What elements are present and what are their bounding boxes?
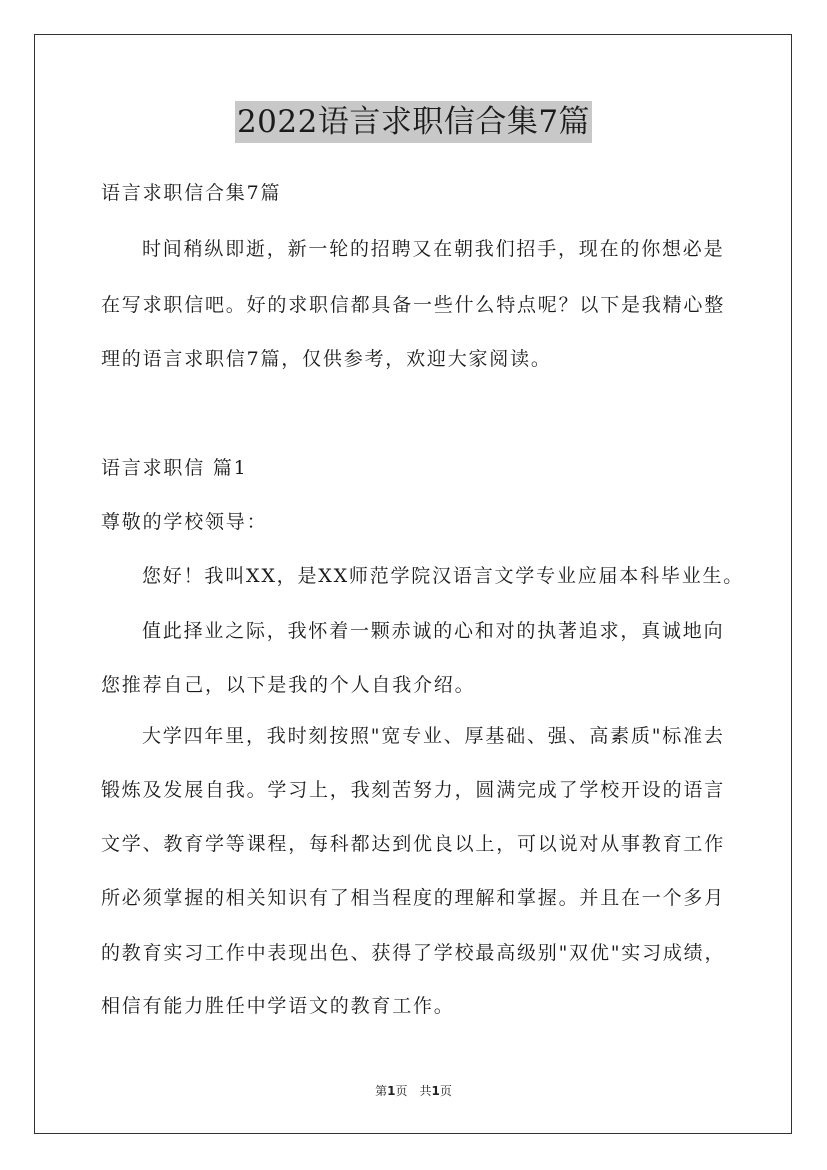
- paragraph-line: 时间稍纵即逝，新一轮的招聘又在朝我们招手，现在的你想必是: [142, 238, 725, 260]
- page-total: 1: [431, 1084, 440, 1098]
- paragraph-line: 锻炼及发展自我。学习上，我刻苦努力，圆满完成了学校开设的语言: [101, 779, 726, 801]
- page-footer: [0, 1083, 827, 1099]
- salutation: 尊敬的学校领导：: [101, 511, 268, 533]
- paragraph-line: 相信有能力胜任中学语文的教育工作。: [101, 995, 455, 1017]
- paragraph-line: 理的语言求职信7篇，仅供参考，欢迎大家阅读。: [101, 348, 552, 370]
- document-title: 2022语言求职信合集7篇: [235, 101, 592, 143]
- subtitle: 语言求职信合集7篇: [101, 182, 282, 204]
- page-mid: 页 共: [395, 1084, 432, 1098]
- paragraph-line: 所必须掌握的相关知识有了相当程度的理解和掌握。并且在一个多月: [101, 887, 726, 909]
- paragraph-line: 大学四年里，我时刻按照"宽专业、厚基础、强、高素质"标准去: [142, 725, 725, 747]
- paragraph-line: 在写求职信吧。好的求职信都具备一些什么特点呢？以下是我精心整: [101, 294, 726, 316]
- paragraph-line: 您好！我叫XX，是XX师范学院汉语言文学专业应届本科毕业生。: [142, 565, 745, 587]
- paragraph-line: 的教育实习工作中表现出色、获得了学校最高级别"双优"实习成绩，: [101, 942, 726, 964]
- paragraph-line: 您推荐自己，以下是我的个人自我介绍。: [101, 674, 476, 696]
- page-suffix: 页: [439, 1084, 452, 1098]
- section-heading: 语言求职信 篇1: [101, 457, 248, 479]
- paragraph-line: 文学、教育学等课程，每科都达到优良以上，可以说对从事教育工作: [101, 833, 726, 855]
- page-prefix: 第: [375, 1084, 388, 1098]
- page-current: 1: [387, 1084, 396, 1098]
- paragraph-line: 值此择业之际，我怀着一颗赤诚的心和对的执著追求，真诚地向: [142, 620, 725, 642]
- title-container: [0, 101, 827, 143]
